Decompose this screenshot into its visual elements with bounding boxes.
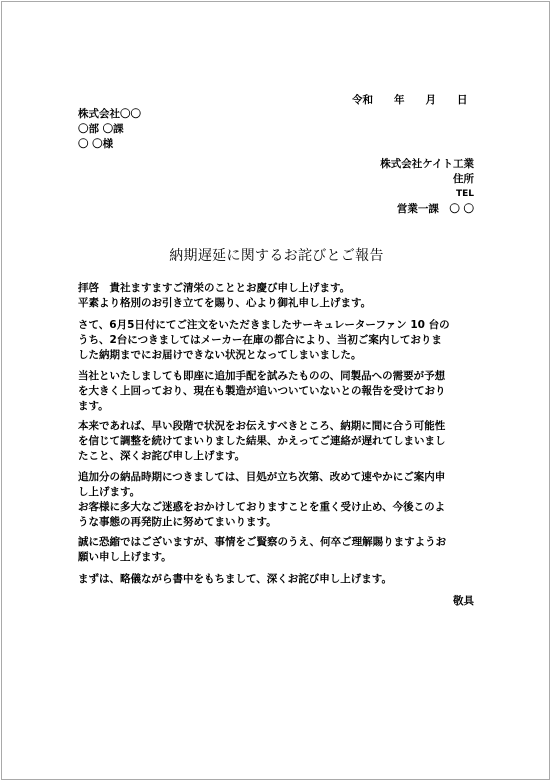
paragraph-line: を大きく上回っており、現在も製造が追いついていないとの報告を受けており	[78, 385, 446, 397]
paragraph-line: 願い申し上げます。	[78, 551, 172, 563]
paragraph-line: うな事態の再発防止に努めてまいります。	[78, 516, 277, 528]
paragraph-line: 平素より格別のお引き立てを賜り、心より御礼申し上げます。	[78, 297, 372, 309]
paragraph-demand	[78, 369, 478, 414]
letter-closing: 敬具	[453, 595, 474, 607]
paragraph-greeting	[78, 281, 478, 311]
recipient-department: 〇部 〇課	[78, 123, 124, 135]
paragraph-line: ます。	[78, 400, 109, 412]
paragraph-line: さて、6月5日付にてご注文をいただきましたサーキュレーターファン 10 台の	[78, 319, 450, 331]
sender-department-person: 営業一課 〇 〇	[396, 203, 474, 215]
paragraph-line: を信じて調整を続けてまいりました結果、かえってご連絡が遅れてしまいまし	[78, 435, 446, 447]
sender-company: 株式会社ケイト工業	[380, 158, 474, 170]
paragraph-line: たこと、深くお詫び申し上げます。	[78, 450, 246, 462]
paragraph-followup	[78, 470, 478, 530]
paragraph-line: 追加分の納品時期につきましては、目処が立ち次第、改めて速やかにご案内申	[78, 471, 446, 483]
paragraph-line: 誠に恐縮ではございますが、事情をご賢察のうえ、何卒ご理解賜りますようお	[78, 536, 447, 548]
paragraph-request	[78, 535, 478, 565]
paragraph-order-delay	[78, 318, 478, 363]
paragraph-line: お客様に多大なご迷惑をおかけしておりますことを重く受け止め、今後このよ	[78, 501, 446, 513]
sender-tel: TEL	[455, 189, 474, 199]
recipient-person: 〇 〇様	[78, 138, 114, 150]
paragraph-line: 当社といたしましても即座に追加手配を試みたものの、同製品への需要が予想	[78, 370, 446, 382]
paragraph-line: した納期までにお届けできない状況となってしまいました。	[78, 349, 362, 361]
letter-title: 納期遅延に関するお詫びとご報告	[169, 248, 384, 264]
sender-address: 住所	[453, 173, 474, 185]
recipient-company: 株式会社〇〇	[78, 108, 141, 120]
paragraph-apology	[78, 419, 478, 464]
paragraph-line: うち、2台につきましてはメーカー在庫の都合により、当初ご案内しておりま	[78, 334, 442, 346]
paragraph-line: まずは、略儀ながら書中をもちまして、深くお詫び申し上げます。	[78, 573, 392, 585]
paragraph-line: し上げます。	[78, 486, 141, 498]
paragraph-line: 本来であれば、早い段階で状況をお伝えすべきところ、納期に間に合う可能性	[78, 420, 446, 432]
paragraph-line: 拝啓 貴社ますますご清栄のこととお慶び申し上げます。	[78, 282, 351, 294]
paragraph-final	[78, 572, 478, 587]
letter-date: 令和 年 月 日	[352, 94, 468, 106]
